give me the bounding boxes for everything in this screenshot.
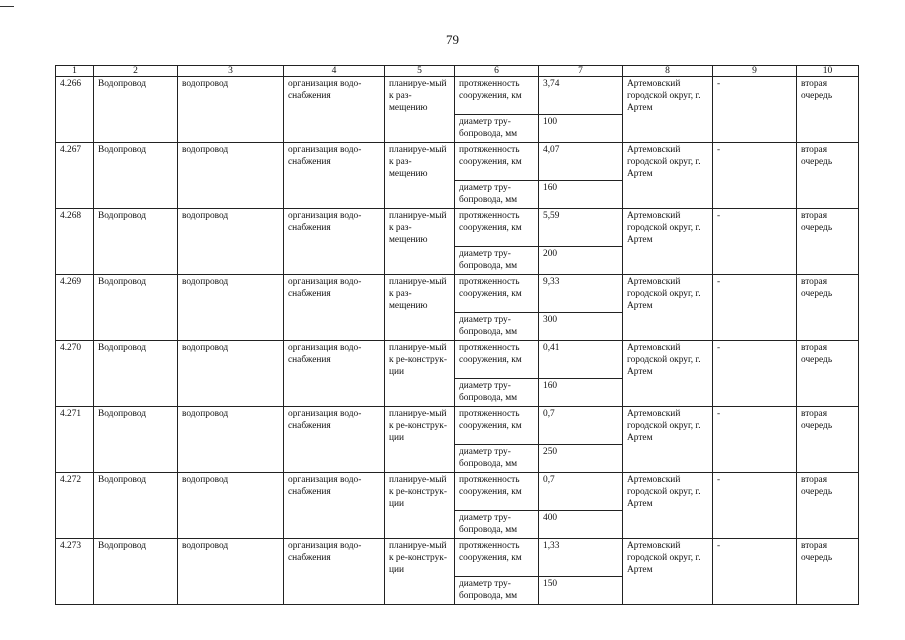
object-name-cell: Водопровод <box>94 77 178 143</box>
object-type-cell: водопровод <box>178 209 284 275</box>
location-cell: Артемовский городской округ, г. Артем <box>623 341 713 407</box>
object-name-cell: Водопровод <box>94 473 178 539</box>
table-row <box>56 77 859 115</box>
object-type-cell: водопровод <box>178 539 284 605</box>
purpose-cell: организация водо-снабжения <box>284 209 385 275</box>
zone-cell: - <box>713 77 797 143</box>
diameter-value-cell: 250 <box>539 445 623 473</box>
diameter-param-cell: диаметр тру-бопровода, мм <box>455 511 539 539</box>
status-cell: планируе-мый к раз-мещению <box>385 77 455 143</box>
header-cell: 5 <box>385 66 455 77</box>
stage-cell: вторая очередь <box>797 407 859 473</box>
object-name-cell: Водопровод <box>94 143 178 209</box>
header-cell: 1 <box>56 66 94 77</box>
diameter-param-cell: диаметр тру-бопровода, мм <box>455 445 539 473</box>
zone-cell: - <box>713 275 797 341</box>
data-table <box>55 65 859 605</box>
diameter-param-cell: диаметр тру-бопровода, мм <box>455 115 539 143</box>
length-param-cell: протяженность сооружения, км <box>455 341 539 379</box>
table-row <box>56 407 859 445</box>
purpose-cell: организация водо-снабжения <box>284 473 385 539</box>
stage-cell: вторая очередь <box>797 539 859 605</box>
row-number-cell: 4.268 <box>56 209 94 275</box>
status-cell: планируе-мый к раз-мещению <box>385 143 455 209</box>
object-type-cell: водопровод <box>178 77 284 143</box>
diameter-value-cell: 400 <box>539 511 623 539</box>
object-name-cell: Водопровод <box>94 209 178 275</box>
header-cell: 3 <box>178 66 284 77</box>
status-cell: планируе-мый к раз-мещению <box>385 209 455 275</box>
length-value-cell: 4,07 <box>539 143 623 181</box>
location-cell: Артемовский городской округ, г. Артем <box>623 539 713 605</box>
table-row <box>56 473 859 511</box>
length-param-cell: протяженность сооружения, км <box>455 539 539 577</box>
status-cell: планируе-мый к раз-мещению <box>385 275 455 341</box>
diameter-value-cell: 100 <box>539 115 623 143</box>
zone-cell: - <box>713 209 797 275</box>
diameter-param-cell: диаметр тру-бопровода, мм <box>455 181 539 209</box>
purpose-cell: организация водо-снабжения <box>284 539 385 605</box>
object-name-cell: Водопровод <box>94 275 178 341</box>
stage-cell: вторая очередь <box>797 209 859 275</box>
header-cell: 4 <box>284 66 385 77</box>
diameter-param-cell: диаметр тру-бопровода, мм <box>455 313 539 341</box>
stage-cell: вторая очередь <box>797 143 859 209</box>
diameter-param-cell: диаметр тру-бопровода, мм <box>455 577 539 605</box>
length-value-cell: 0,7 <box>539 473 623 511</box>
length-param-cell: протяженность сооружения, км <box>455 473 539 511</box>
row-number-cell: 4.273 <box>56 539 94 605</box>
diameter-value-cell: 150 <box>539 577 623 605</box>
object-type-cell: водопровод <box>178 275 284 341</box>
location-cell: Артемовский городской округ, г. Артем <box>623 473 713 539</box>
header-cell: 8 <box>623 66 713 77</box>
length-value-cell: 5,59 <box>539 209 623 247</box>
row-number-cell: 4.270 <box>56 341 94 407</box>
length-param-cell: протяженность сооружения, км <box>455 209 539 247</box>
row-number-cell: 4.271 <box>56 407 94 473</box>
purpose-cell: организация водо-снабжения <box>284 407 385 473</box>
length-value-cell: 0,7 <box>539 407 623 445</box>
header-cell: 9 <box>713 66 797 77</box>
row-number-cell: 4.266 <box>56 77 94 143</box>
zone-cell: - <box>713 473 797 539</box>
row-number-cell: 4.272 <box>56 473 94 539</box>
diameter-value-cell: 200 <box>539 247 623 275</box>
row-number-cell: 4.267 <box>56 143 94 209</box>
length-value-cell: 9,33 <box>539 275 623 313</box>
purpose-cell: организация водо-снабжения <box>284 275 385 341</box>
length-value-cell: 1,33 <box>539 539 623 577</box>
status-cell: планируе-мый к ре-конструк-ции <box>385 539 455 605</box>
location-cell: Артемовский городской округ, г. Артем <box>623 209 713 275</box>
zone-cell: - <box>713 341 797 407</box>
object-name-cell: Водопровод <box>94 539 178 605</box>
length-param-cell: протяженность сооружения, км <box>455 77 539 115</box>
stage-cell: вторая очередь <box>797 77 859 143</box>
purpose-cell: организация водо-снабжения <box>284 77 385 143</box>
location-cell: Артемовский городской округ, г. Артем <box>623 77 713 143</box>
diameter-param-cell: диаметр тру-бопровода, мм <box>455 247 539 275</box>
diameter-value-cell: 300 <box>539 313 623 341</box>
zone-cell: - <box>713 407 797 473</box>
length-param-cell: протяженность сооружения, км <box>455 407 539 445</box>
purpose-cell: организация водо-снабжения <box>284 143 385 209</box>
object-name-cell: Водопровод <box>94 407 178 473</box>
diameter-value-cell: 160 <box>539 181 623 209</box>
length-param-cell: протяженность сооружения, км <box>455 143 539 181</box>
purpose-cell: организация водо-снабжения <box>284 341 385 407</box>
location-cell: Артемовский городской округ, г. Артем <box>623 275 713 341</box>
zone-cell: - <box>713 539 797 605</box>
object-type-cell: водопровод <box>178 473 284 539</box>
table-row <box>56 143 859 181</box>
header-cell: 10 <box>797 66 859 77</box>
status-cell: планируе-мый к ре-конструк-ции <box>385 341 455 407</box>
object-type-cell: водопровод <box>178 407 284 473</box>
diameter-param-cell: диаметр тру-бопровода, мм <box>455 379 539 407</box>
location-cell: Артемовский городской округ, г. Артем <box>623 407 713 473</box>
length-value-cell: 3,74 <box>539 77 623 115</box>
table-row <box>56 539 859 577</box>
table-row <box>56 275 859 313</box>
corner-mark <box>0 6 14 7</box>
table-row <box>56 209 859 247</box>
zone-cell: - <box>713 143 797 209</box>
header-row <box>56 66 859 77</box>
header-cell: 2 <box>94 66 178 77</box>
location-cell: Артемовский городской округ, г. Артем <box>623 143 713 209</box>
page-number: 79 <box>446 32 459 47</box>
row-number-cell: 4.269 <box>56 275 94 341</box>
status-cell: планируе-мый к ре-конструк-ции <box>385 407 455 473</box>
object-name-cell: Водопровод <box>94 341 178 407</box>
header-cell: 6 <box>455 66 539 77</box>
object-type-cell: водопровод <box>178 341 284 407</box>
length-param-cell: протяженность сооружения, км <box>455 275 539 313</box>
header-cell: 7 <box>539 66 623 77</box>
stage-cell: вторая очередь <box>797 275 859 341</box>
object-type-cell: водопровод <box>178 143 284 209</box>
length-value-cell: 0,41 <box>539 341 623 379</box>
stage-cell: вторая очередь <box>797 473 859 539</box>
stage-cell: вторая очередь <box>797 341 859 407</box>
status-cell: планируе-мый к ре-конструк-ции <box>385 473 455 539</box>
table-row <box>56 341 859 379</box>
diameter-value-cell: 160 <box>539 379 623 407</box>
